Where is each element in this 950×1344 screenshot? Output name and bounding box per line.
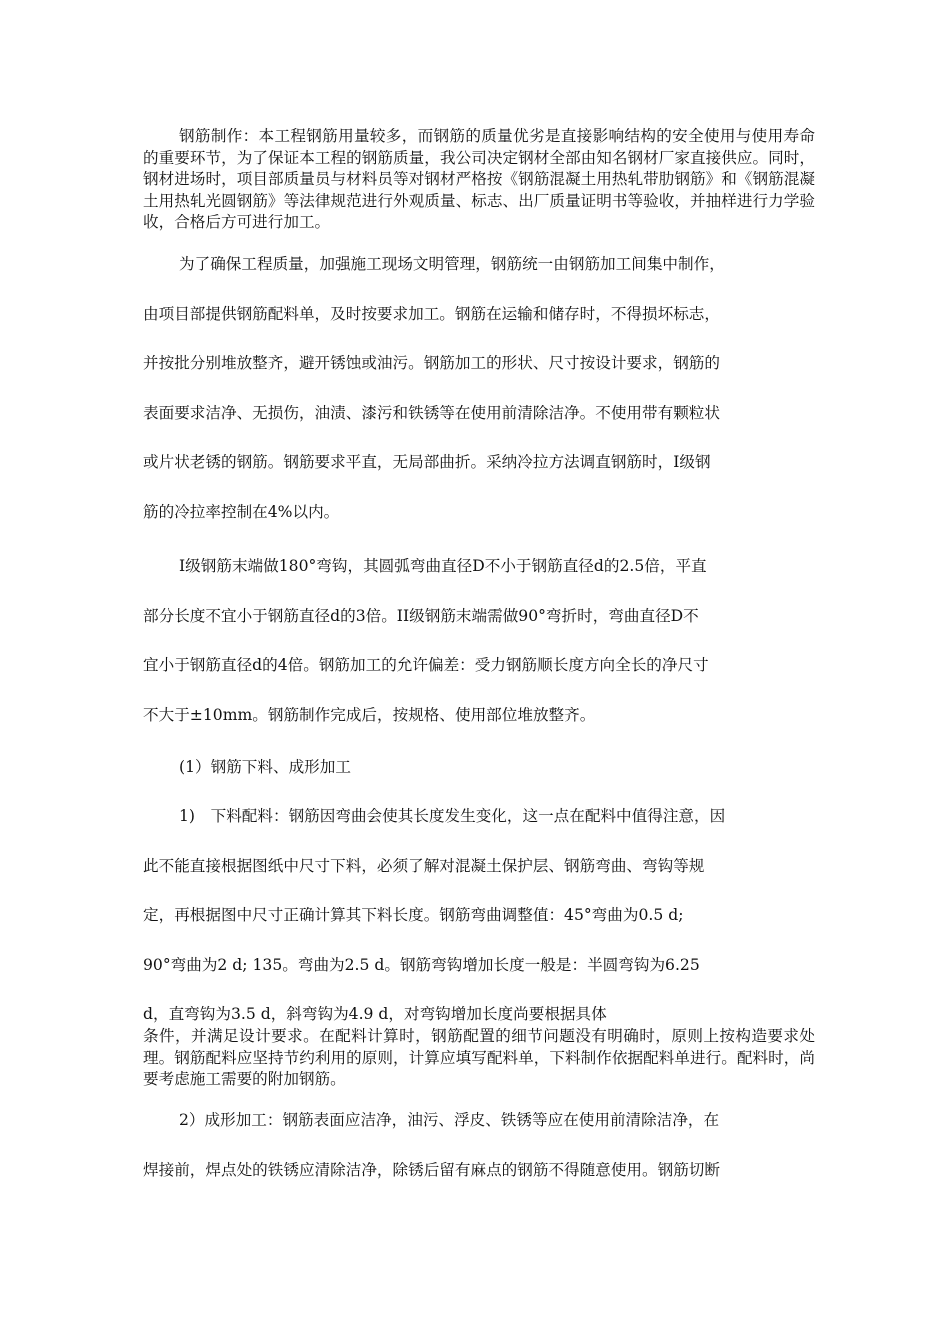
text-line: 表面要求洁净、无损伤，油渍、漆污和铁锈等在使用前清除洁净。不使用带有颗粒状 xyxy=(143,403,720,422)
text-line: 并按批分别堆放整齐，避开锈蚀或油污。钢筋加工的形状、尺寸按设计要求，钢筋的 xyxy=(143,354,720,373)
text-line: 不大于±10mm。钢筋制作完成后，按规格、使用部位堆放整齐。 xyxy=(143,705,596,724)
text-line: 此不能直接根据图纸中尺寸下料，必须了解对混凝土保护层、钢筋弯曲、弯钩等规 xyxy=(143,856,705,875)
text-line: 筋的冷拉率控制在4%以内。 xyxy=(143,502,340,521)
heading-text: (1）钢筋下料、成形加工 xyxy=(179,758,351,776)
text-line: 2）成形加工：钢筋表面应洁净，油污、浮皮、铁锈等应在使用前清除洁净，在 xyxy=(179,1111,720,1129)
text-line: 90°弯曲为2 d; 135。弯曲为2.5 d。钢筋弯钩增加长度一般是：半圆弯钩为6.25 xyxy=(143,955,700,974)
text-line: 或片状老锈的钢筋。钢筋要求平直，无局部曲折。采纳冷拉方法调直钢筋时，I级钢 xyxy=(143,453,711,472)
text-line: 1) 下料配料：钢筋因弯曲会使其长度发生变化，这一点在配料中值得注意，因 xyxy=(179,807,726,825)
paragraph-batching-conditions: 条件，并满足设计要求。在配料计算时，钢筋配置的细节问题没有明确时，原则上按构造要求处理。钢筋配料应坚持节约利用的原则，计算应填写配料单，下料制作依据配料单进行。配料时，尚要考虑施工需要的附加钢筋。 xyxy=(143,1027,815,1088)
paragraph-hook-requirements xyxy=(143,542,815,740)
text-line: 部分长度不宜小于钢筋直径d的3倍。II级钢筋末端需做90°弯折时，弯曲直径D不 xyxy=(143,606,699,625)
paragraph-forming xyxy=(143,1096,815,1195)
text-line: 为了确保工程质量，加强施工现场文明管理，钢筋统一由钢筋加工间集中制作， xyxy=(179,255,725,273)
paragraph-cutting-batching xyxy=(143,792,815,1040)
paragraph-quality-management xyxy=(143,240,815,538)
text-line: 焊接前，焊点处的铁锈应清除洁净，除锈后留有麻点的钢筋不得随意使用。钢筋切断 xyxy=(143,1160,720,1179)
text-line: 由项目部提供钢筋配料单，及时按要求加工。钢筋在运输和储存时，不得损坏标志， xyxy=(143,304,720,323)
text-line: 宜小于钢筋直径d的4倍。钢筋加工的允许偏差：受力钢筋顺长度方向全长的净尺寸 xyxy=(143,656,709,675)
paragraph-rebar-production: 钢筋制作：本工程钢筋用量较多，而钢筋的质量优劣是直接影响结构的安全使用与使用寿命的重要环节，为了保证本工程的钢筋质量，我公司决定钢材全部由知名钢材厂家直接供应。同时，钢材进场时，项目部质量员与材料员等对钢材严格按《钢筋混凝土用热轧带肋钢筋》和《钢筋混凝土用热轧光圆钢筋》等法律规范进行外观质量、标志、出厂质量证明书等验收，并抽样进行力学验收，合格后方可进行加工。 xyxy=(143,127,815,231)
text-line: I级钢筋末端做180°弯钩，其圆弧弯曲直径D不小于钢筋直径d的2.5倍，平直 xyxy=(179,557,707,575)
text-line: 定，再根据图中尺寸正确计算其下料长度。钢筋弯曲调整值：45°弯曲为0.5 d; xyxy=(143,906,684,925)
section-heading-cutting-forming xyxy=(143,743,815,793)
text-line: d，直弯钩为3.5 d，斜弯钩为4.9 d，对弯钩增加长度尚要根据具体 xyxy=(143,1005,607,1024)
